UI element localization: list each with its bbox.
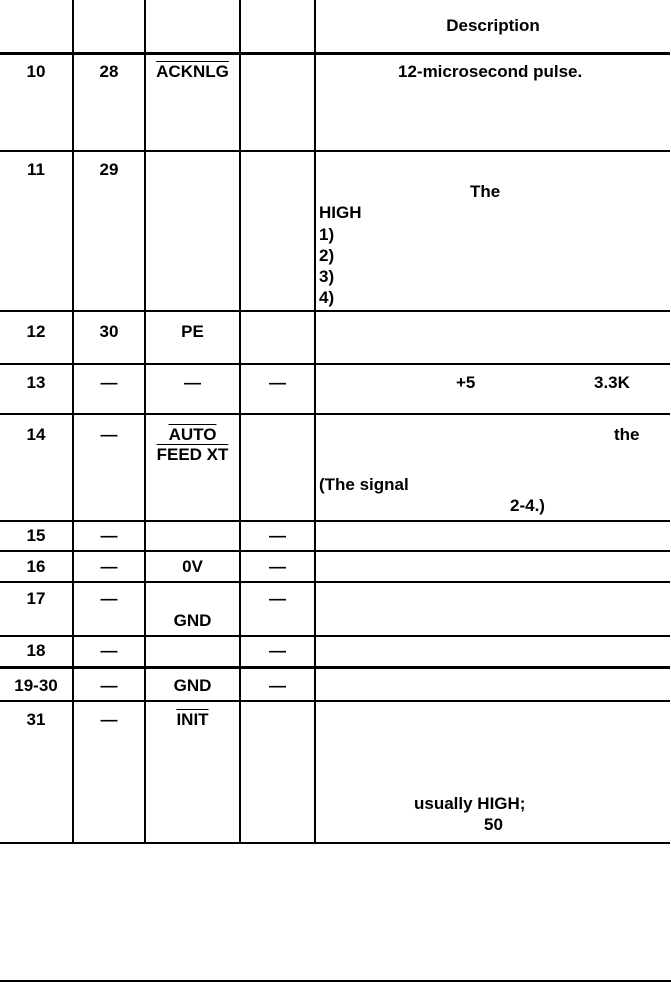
direction: — [269, 557, 286, 576]
signal-name: PE [181, 322, 204, 341]
pin-number: 13 [26, 373, 46, 392]
return-pin: — [100, 557, 118, 576]
row-divider [0, 413, 670, 415]
row-divider [0, 150, 670, 152]
row-divider [0, 581, 670, 583]
return-pin: — [100, 425, 118, 444]
signal-name: INIT [176, 710, 209, 729]
pin-number: 11 [27, 160, 45, 179]
description-line: usually HIGH; [414, 794, 526, 813]
description-line: HIGH [319, 203, 362, 222]
signal-name: ACKNLG [156, 62, 229, 81]
return-pin: — [100, 676, 118, 695]
pin-number: 15 [26, 526, 46, 545]
return-pin: — [100, 589, 118, 608]
page-footer-rule [0, 980, 671, 982]
row-divider [0, 842, 670, 844]
row-divider [0, 700, 670, 702]
description-line: 12-microsecond pulse. [398, 62, 583, 81]
description-line: (The signal [319, 475, 409, 494]
return-pin: — [100, 710, 118, 729]
header-description: Description [446, 16, 540, 35]
row-divider [0, 310, 670, 312]
row-divider [0, 363, 670, 365]
pin-number: 31 [26, 710, 46, 729]
signal-name: 0V [182, 557, 203, 576]
pin-number: 17 [26, 589, 46, 608]
row-divider [0, 550, 670, 552]
column-divider [239, 0, 241, 843]
direction: — [269, 676, 286, 695]
description-line: 4) [319, 288, 335, 307]
description-line: 1) [319, 225, 335, 244]
column-divider [314, 0, 316, 843]
description-line: 2-4.) [510, 496, 545, 515]
pin-number: 19-30 [14, 676, 58, 695]
row-divider [0, 520, 670, 522]
description-line: 2) [319, 246, 335, 265]
signal-name: AUTO [168, 425, 217, 444]
direction: — [269, 526, 286, 545]
description-line: 50 [484, 815, 503, 834]
pin-number: 12 [26, 322, 46, 341]
pin-number: 10 [26, 62, 46, 81]
description-line: +5 [456, 373, 476, 392]
direction: — [269, 373, 286, 392]
signal-name: GND [173, 676, 212, 695]
return-pin: 30 [99, 322, 119, 341]
row-divider [0, 52, 670, 55]
description-line: The [470, 182, 501, 201]
return-pin: — [100, 526, 118, 545]
row-divider [0, 635, 670, 637]
pin-number: 18 [26, 641, 46, 660]
direction: — [269, 589, 286, 608]
description-line: 3.3K [594, 373, 630, 392]
pin-number: 14 [26, 425, 46, 444]
row-divider [0, 666, 670, 669]
return-pin: — [100, 641, 118, 660]
description-line: the [614, 425, 640, 444]
signal-name: GND [173, 611, 212, 630]
pin-number: 16 [26, 557, 46, 576]
return-pin: — [100, 373, 118, 392]
direction: — [269, 641, 286, 660]
description-line: 3) [319, 267, 335, 286]
signal-name: — [184, 373, 201, 392]
signal-name-line2: FEED XT [156, 445, 229, 464]
return-pin: 28 [99, 62, 119, 81]
return-pin: 29 [99, 160, 119, 179]
